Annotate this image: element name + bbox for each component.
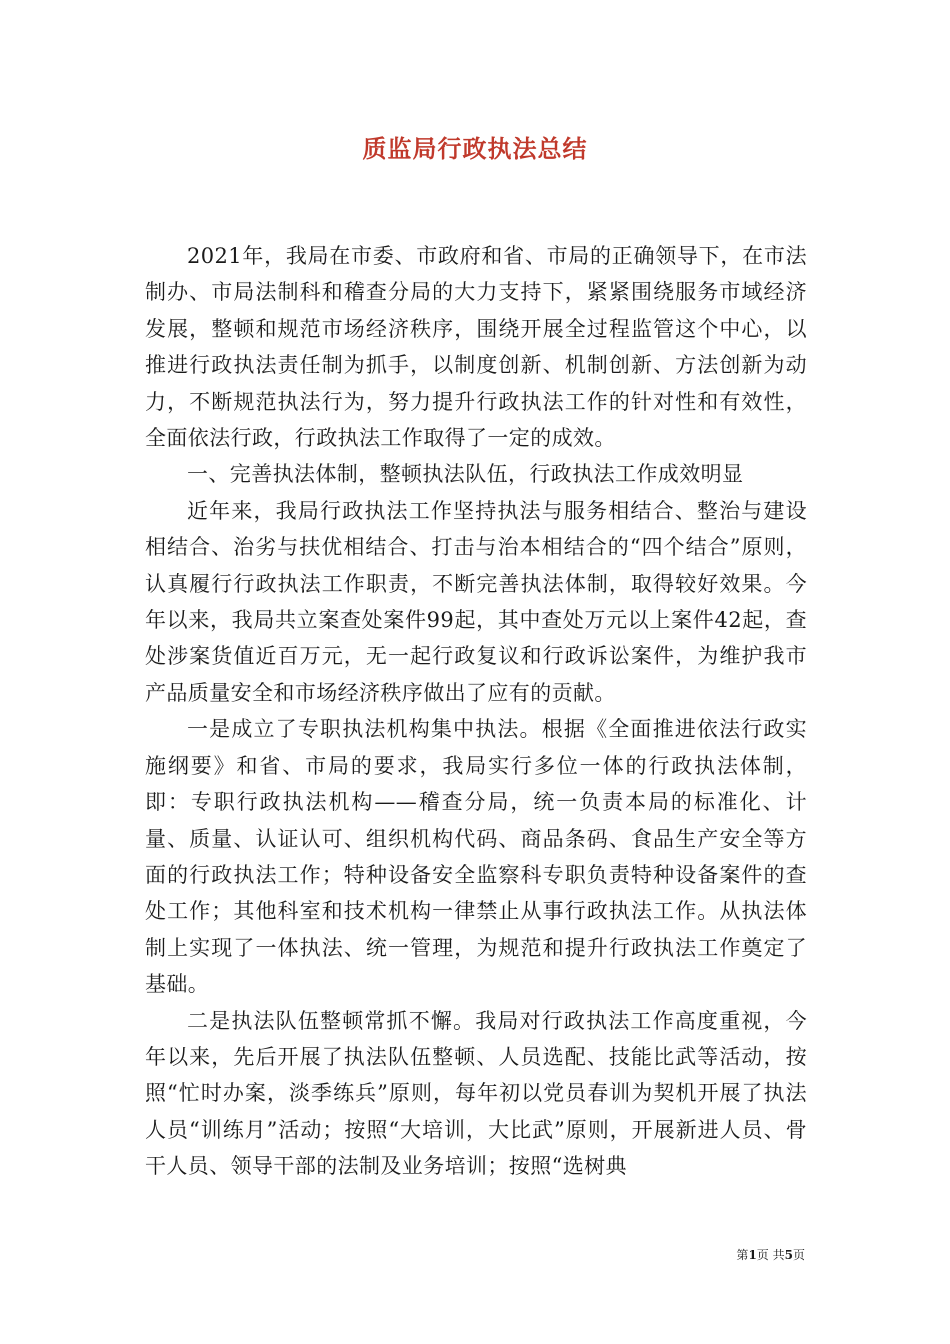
paragraph-intro: 2021年，我局在市委、市政府和省、市局的正确领导下，在市法制办、市局法制科和稽查分局的大力支持下，紧紧围绕服务市域经济发展，整顿和规范市场经济秩序，围绕开展全过程监管这个中心，以推进行政执法责任制为抓手，以制度创新、机制创新、方法创新为动力，不断规范执法行为，努力提升行政执法工作的针对性和有效性，全面依法行政，行政执法工作取得了一定的成效。 (145, 244, 807, 451)
paragraph-results: 近年来，我局行政执法工作坚持执法与服务相结合、整治与建设相结合、治劣与扶优相结合、打击与治本相结合的“四个结合”原则，认真履行行政执法工作职责，不断完善执法体制，取得较好效果。今年以来，我局共立案查处案件99起，其中查处万元以上案件42起，查处涉案货值近百万元，无一起行政复议和行政诉讼案件，为维护我市产品质量安全和市场经济秩序做出了应有的贡献。 (145, 498, 807, 705)
document-title: 质监局行政执法总结 (362, 134, 588, 163)
footer-suffix: 页 (792, 1248, 805, 1262)
document-body (145, 238, 807, 1185)
paragraph-point-1: 一是成立了专职执法机构集中执法。根据《全面推进依法行政实施纲要》和省、市局的要求，我局实行多位一体的行政执法体制，即：专职行政执法机构——稽查分局，统一负责本局的标准化、计量、质量、认证认可、组织机构代码、商品条码、食品生产安全等方面的行政执法工作；特种设备安全监察科专职负责特种设备案件的查处工作；其他科室和技术机构一律禁止从事行政执法工作。从执法体制上实现了一体执法、统一管理，为规范和提升行政执法工作奠定了基础。 (145, 717, 807, 997)
total-page-number: 5 (784, 1248, 793, 1262)
paragraph-point-2: 二是执法队伍整顿常抓不懈。我局对行政执法工作高度重视，今年以来，先后开展了执法队伍整顿、人员选配、技能比武等活动，按照“忙时办案，淡季练兵”原则，每年初以党员春训为契机开展了执法人员“训练月”活动；按照“大培训，大比武”原则，开展新进人员、骨干人员、领导干部的法制及业务培训；按照“选树典 (145, 1008, 807, 1179)
footer-middle: 页 共 (756, 1248, 785, 1262)
page-footer (736, 1247, 805, 1263)
footer-prefix: 第 (736, 1248, 749, 1262)
section-heading-1: 一、完善执法体制，整顿执法队伍，行政执法工作成效明显 (187, 462, 744, 487)
current-page-number: 1 (748, 1248, 757, 1262)
